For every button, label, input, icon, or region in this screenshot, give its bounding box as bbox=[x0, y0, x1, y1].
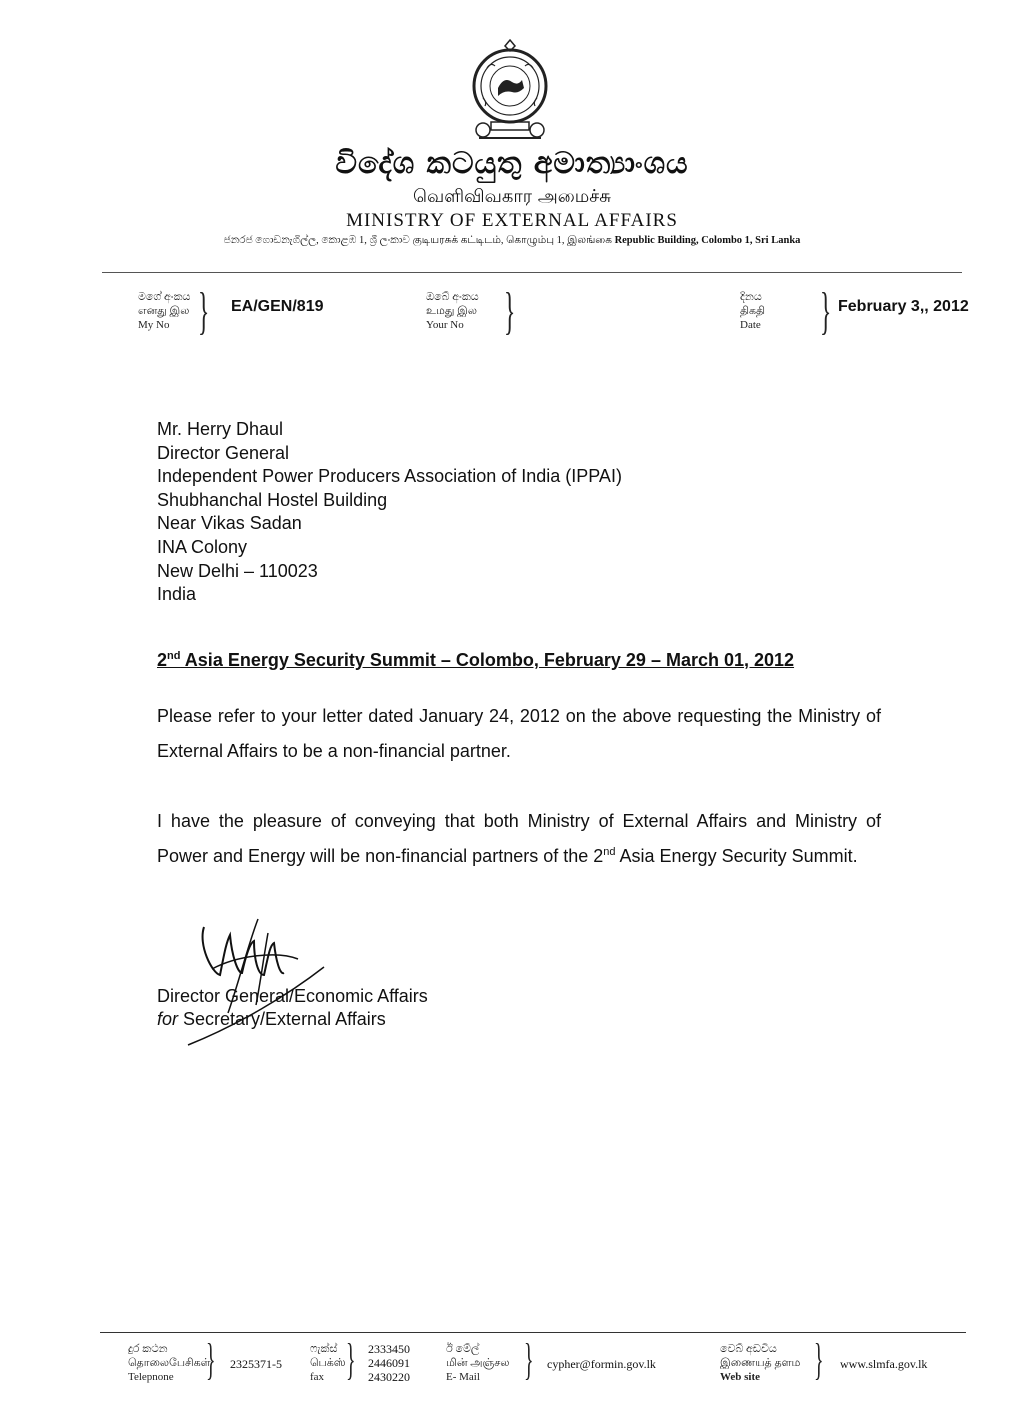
fax-number: 2333450 bbox=[368, 1342, 410, 1356]
fax-label-en: fax bbox=[310, 1371, 325, 1383]
fax-brace: } bbox=[346, 1335, 356, 1384]
your-no-brace: } bbox=[504, 283, 516, 340]
footer-divider bbox=[100, 1332, 966, 1333]
ministry-name-sinhala: විදේශ කටයුතු අමාත්‍යාංශය bbox=[335, 146, 689, 181]
date-label-en: Date bbox=[740, 319, 761, 331]
website-label-si: වෙබ් අඩවිය bbox=[720, 1343, 777, 1355]
telephone-label-ta: தொலைபேசிகள் bbox=[128, 1357, 211, 1369]
date-value: February 3,, 2012 bbox=[838, 298, 969, 315]
your-no-label-ta: உமது இல bbox=[426, 305, 477, 317]
subject-number: 2 bbox=[157, 650, 168, 670]
recipient-line: Mr. Herry Dhaul bbox=[157, 419, 284, 439]
address-english: Republic Building, Colombo 1, Sri Lanka bbox=[614, 235, 801, 246]
fax-labels bbox=[310, 1342, 346, 1384]
letter-subject bbox=[157, 650, 794, 671]
date-labels bbox=[740, 290, 765, 332]
telephone-label-en: Telepnone bbox=[128, 1371, 174, 1383]
telephone-labels bbox=[128, 1342, 211, 1384]
state-emblem-icon bbox=[465, 38, 555, 144]
for-prefix: for bbox=[157, 1009, 179, 1029]
recipient-line: Shubhanchal Hostel Building bbox=[157, 489, 388, 510]
my-no-label-ta: எனது இல bbox=[138, 305, 190, 317]
recipient-line: INA Colony bbox=[157, 536, 248, 557]
recipient-line: Director General bbox=[157, 442, 290, 463]
fax-number: 2430220 bbox=[368, 1370, 410, 1384]
fax-number: 2446091 bbox=[368, 1356, 410, 1370]
body-paragraph-1: Please refer to your letter dated January 24, 2012 on the above requesting the Ministry of External Affairs to be a non-financial partner. bbox=[157, 706, 881, 761]
header-divider bbox=[102, 272, 962, 273]
email-label-en: E- Mail bbox=[446, 1371, 480, 1383]
my-no-label-en: My No bbox=[138, 319, 170, 331]
signatory-on-behalf bbox=[157, 1008, 386, 1030]
my-no-label-si: මගේ අංකය bbox=[138, 291, 191, 303]
telephone-brace: } bbox=[206, 1335, 216, 1384]
recipient-address bbox=[157, 418, 622, 607]
email-brace: } bbox=[524, 1335, 534, 1384]
my-no-labels bbox=[138, 290, 190, 332]
ministry-address bbox=[0, 234, 1024, 247]
ministry-name-english: MINISTRY OF EXTERNAL AFFAIRS bbox=[346, 210, 678, 231]
subject-ordinal: nd bbox=[167, 650, 181, 662]
website-label-ta: இணையத் தளம bbox=[720, 1357, 801, 1369]
website-labels bbox=[720, 1342, 800, 1384]
date-brace: } bbox=[820, 283, 832, 340]
date-label-ta: திகதி bbox=[740, 305, 766, 317]
recipient-line: Near Vikas Sadan bbox=[157, 513, 302, 534]
website-brace: } bbox=[814, 1335, 824, 1384]
email-link[interactable]: cypher@formin.gov.lk bbox=[547, 1357, 656, 1371]
recipient-line: India bbox=[157, 584, 197, 605]
email-label-si: ඊ මේල් bbox=[446, 1343, 480, 1355]
website-link[interactable]: www.slmfa.gov.lk bbox=[840, 1357, 928, 1371]
address-local: ජනරජ ගොඩනැගිල්ල, කොළඹ 1, ශ්‍රී ලංකාව குடியரசுக் கட்டிடம், கொழும்பு 1, இலங்கை bbox=[223, 235, 612, 246]
fax-values bbox=[368, 1342, 410, 1384]
your-no-label-en: Your No bbox=[426, 319, 464, 331]
your-no-label-si: ඔබේ අංකය bbox=[426, 291, 479, 303]
signatory-title: Director General/Economic Affairs bbox=[157, 986, 428, 1006]
recipient-line: New Delhi – 110023 bbox=[157, 560, 318, 581]
fax-label-ta: பெக்ஸ் bbox=[310, 1357, 346, 1369]
para2-text: I have the pleasure of conveying that both Ministry of External Affairs and Ministry of Power and Energy will be non-financial partners of the 2 bbox=[157, 811, 881, 866]
on-behalf-text: Secretary/External Affairs bbox=[178, 1009, 386, 1029]
website-label-en: Web site bbox=[720, 1371, 761, 1383]
subject-text: Asia Energy Security Summit – Colombo, February 29 – March 01, 2012 bbox=[180, 650, 795, 670]
telephone-value: 2325371-5 bbox=[230, 1357, 282, 1371]
your-no-labels bbox=[426, 290, 479, 332]
telephone-label-si: දුර කථන bbox=[128, 1343, 168, 1355]
fax-label-si: ෆැක්ස් bbox=[310, 1343, 338, 1355]
date-label-si: දිනය bbox=[740, 291, 762, 303]
recipient-line: Independent Power Producers Association of India (IPPAI) bbox=[157, 466, 622, 487]
para2-text-end: Asia Energy Security Summit. bbox=[615, 846, 858, 866]
email-label-ta: மின் அஞ்சல bbox=[446, 1357, 510, 1369]
ministry-name-tamil: வெளிவிவகார அமைச்சு bbox=[412, 186, 611, 207]
email-labels bbox=[446, 1342, 510, 1384]
para2-ordinal: nd bbox=[603, 846, 616, 858]
my-no-value: EA/GEN/819 bbox=[231, 298, 324, 315]
body-paragraph-2 bbox=[157, 804, 881, 874]
my-no-brace: } bbox=[198, 283, 210, 340]
